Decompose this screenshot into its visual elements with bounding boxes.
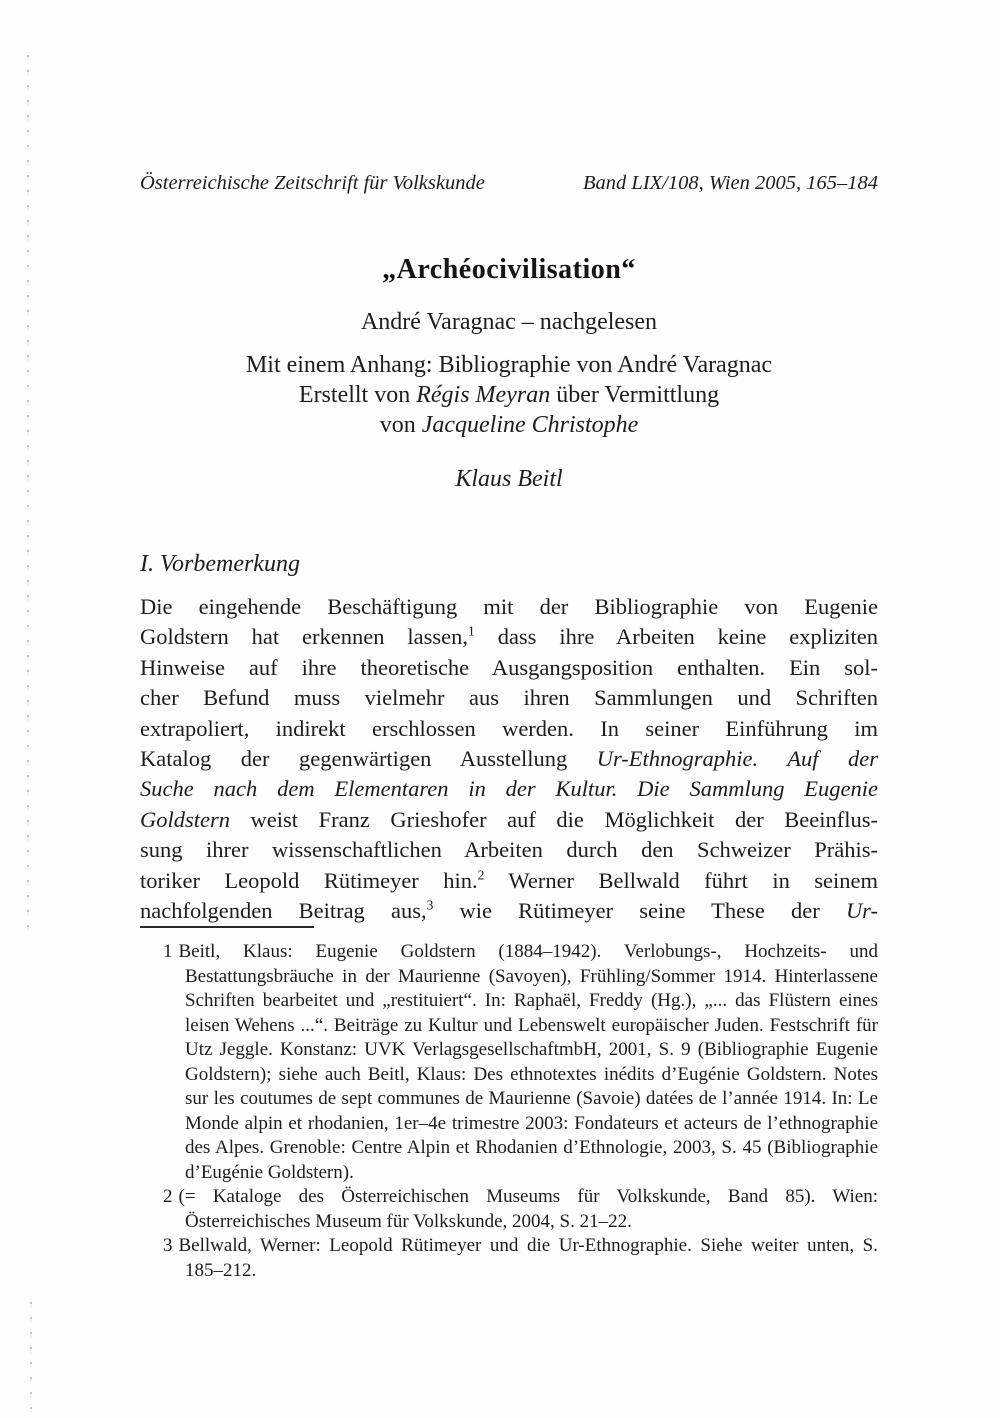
- page-header: [140, 172, 878, 195]
- body-text-segment: Goldstern hat erkennen lassen,: [140, 624, 469, 650]
- section-heading: I. Vorbemerkung: [140, 551, 300, 577]
- body-text-segment: Werner Bellwald führt in seinem: [484, 867, 878, 893]
- body-text-segment-italic: Suche nach dem Elementaren in der Kultur. Die Sammlung Eugenie: [140, 776, 878, 802]
- footnote-2: [140, 1185, 878, 1234]
- footnote-number: 2: [163, 1186, 173, 1207]
- footnote-1: [140, 940, 878, 1185]
- footnote-text: (= Kataloge des Österreichischen Museums für Volkskunde, Band 85). Wien: Österreichisches Museum für Volkskunde, 2004, S. 21–22.: [178, 1186, 878, 1232]
- body-line: [140, 714, 878, 744]
- appendix-note-line-2-pre: Erstellt von: [298, 382, 417, 408]
- footnote-number: 3: [163, 1235, 173, 1256]
- appendix-note-line-2-post: über Vermittlung: [550, 382, 720, 408]
- article-title: „Archéocivilisation“: [382, 254, 636, 285]
- body-text-segment: weist Franz Grieshofer auf die Möglichkeit der Beeinflus-: [230, 806, 878, 832]
- body-line: [140, 896, 878, 926]
- body-line: [140, 866, 878, 896]
- body-line: [140, 774, 878, 804]
- footnote-text: Bellwald, Werner: Leopold Rütimeyer und die Ur-Ethnographie. Siehe weiter unten, S. 185–212.: [178, 1235, 878, 1281]
- author-name: Klaus Beitl: [455, 466, 563, 492]
- body-line: [140, 653, 878, 683]
- article-subtitle: André Varagnac – nachgelesen: [360, 309, 658, 335]
- footnote-number: 1: [163, 941, 173, 962]
- body-text-segment: Katalog der gegenwärtigen Ausstellung: [140, 745, 597, 771]
- body-paragraph: [140, 592, 878, 926]
- body-line: [140, 744, 878, 774]
- appendix-note: [140, 350, 878, 440]
- appendix-note-line-2-editor: Régis Meyran: [416, 382, 551, 408]
- body-text-segment: cher Befund muss vielmehr aus ihren Sammlungen und Schriften: [140, 685, 878, 711]
- scan-artifact-dotted-line-bottom: [30, 1302, 32, 1415]
- issue-info: Band LIX/108, Wien 2005, 165–184: [583, 172, 878, 194]
- journal-name: Österreichische Zeitschrift für Volkskunde: [140, 172, 485, 194]
- footnote-3: [140, 1234, 878, 1283]
- footnote-ref-3: 3: [426, 897, 434, 913]
- footnote-ref-2: 2: [477, 867, 485, 883]
- appendix-note-line-3-mediator: Jacqueline Christophe: [421, 412, 639, 438]
- body-text-segment: Hinweise auf ihre theoretische Ausgangsposition enthalten. Ein sol-: [140, 654, 878, 680]
- footnotes-section: [140, 940, 878, 1283]
- body-line: [140, 592, 878, 622]
- body-line: [140, 835, 878, 865]
- body-text-segment: extrapoliert, indirekt erschlossen werden. In seiner Einführung im: [140, 715, 878, 741]
- body-text-segment: nachfolgenden Beitrag aus,: [140, 897, 427, 923]
- footnote-ref-1: 1: [468, 623, 475, 639]
- appendix-note-line-3-pre: von: [379, 412, 422, 438]
- body-line: [140, 622, 878, 652]
- body-text-segment: toriker Leopold Rütimeyer hin.: [140, 867, 478, 893]
- body-line: [140, 683, 878, 713]
- appendix-note-line-2: [140, 380, 878, 410]
- body-text-segment-italic: Ur-: [845, 897, 878, 923]
- body-text-segment: Die eingehende Beschäftigung mit der Bibliographie von Eugenie: [140, 594, 878, 619]
- body-line: [140, 805, 878, 835]
- footnote-text: Beitl, Klaus: Eugenie Goldstern (1884–1942). Verlobungs-, Hochzeits- und Bestattungsbräuche in der Maurienne (Savoyen), Frühling/Sommer 1914. Hinterlassene Schriften bearbeitet und „restituiert“. In: Raphaël, Freddy (Hg.), „... das Flüstern eines leisen Wehens ...“. Beiträge zu Kultur und Lebenswelt europäischer Juden. Festschrift für Utz Jeggle. Konstanz: UVK VerlagsgesellschaftmbH, 2001, S. 9 (Bibliographie Eugenie Goldstern); siehe auch Beitl, Klaus: Des ethnotextes inédits d’Eugénie Goldstern. Notes sur les coutumes de sept communes de Maurienne (Savoie) datées de l’année 1914. In: Le Monde alpin et rhodanien, 1er–4e trimestre 2003: Fondateurs et acteurs de l’ethnographie des Alpes. Grenoble: Centre Alpin et Rhodanien d’Ethnologie, 2003, S. 45 (Bibliographie d’Eugénie Goldstern).: [178, 941, 878, 1183]
- footnote-separator: [140, 926, 314, 928]
- scan-artifact-dotted-line-top: [27, 55, 29, 933]
- appendix-note-line-1: Mit einem Anhang: Bibliographie von André Varagnac: [245, 352, 773, 378]
- body-text-segment-italic: Goldstern: [140, 806, 230, 832]
- body-text-segment: wie Rütimeyer seine These der: [433, 897, 846, 923]
- body-text-segment: sung ihrer wissenschaftlichen Arbeiten durch den Schweizer Prähis-: [140, 837, 878, 863]
- appendix-note-line-3: [140, 410, 878, 440]
- body-text-segment: dass ihre Arbeiten keine expliziten: [474, 624, 878, 650]
- body-text-segment-italic: Ur-Ethnographie. Auf der: [596, 745, 878, 771]
